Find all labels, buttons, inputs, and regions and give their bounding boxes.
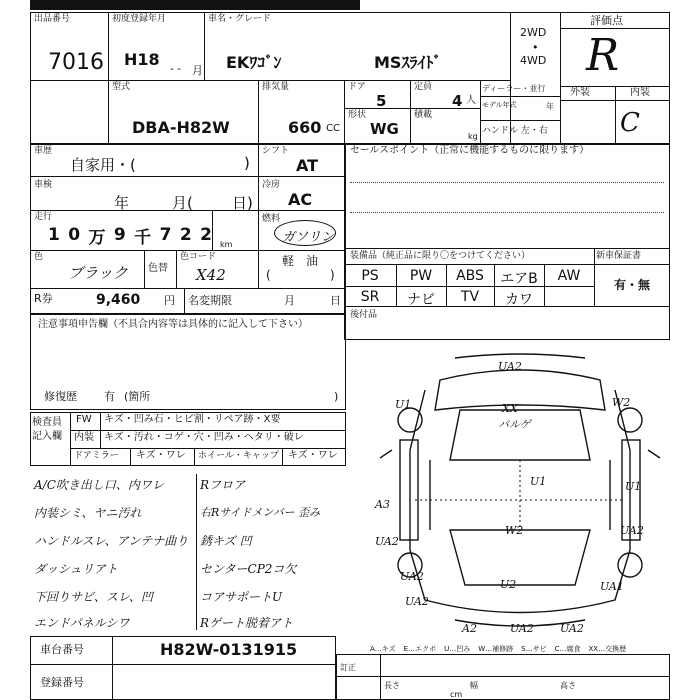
displacement-label: 排気量 (262, 82, 290, 92)
damage-mark: UA1 (600, 580, 624, 593)
damage-mark: W2 (505, 524, 524, 537)
damage-mark: W2 (612, 396, 631, 409)
shape-value: WG (370, 120, 399, 138)
equip-tv: TV (460, 289, 480, 305)
usage-close: ) (244, 154, 250, 172)
damage-mark: U2 (500, 578, 517, 591)
top-block (30, 12, 670, 144)
model-grade: MSｽﾗｲﾄﾞ (374, 53, 442, 72)
legend-item: U…凹み (444, 645, 471, 653)
equip-ps: PS (361, 268, 379, 284)
handwritten-note: A/C吹き出し口、内ワレ (34, 478, 164, 492)
length-label: 長さ (384, 681, 400, 690)
inspector-interior: 内装 (74, 432, 94, 443)
equip-aw: AW (557, 268, 581, 284)
mileage-digit: 千 (134, 227, 152, 248)
damage-mark: UA2 (620, 524, 644, 537)
inspector-mirror: ドアミラー (74, 451, 119, 461)
damage-mark: UA2 (510, 622, 534, 635)
damage-mark: XX (502, 402, 518, 415)
color-code-label: 色コード (180, 252, 217, 262)
recycle-value: 9,460 (96, 292, 141, 308)
fuel-value: ガソリン (282, 230, 335, 245)
handwritten-note: ダッシュリアト (34, 562, 118, 576)
damage-mark: U1 (530, 475, 547, 488)
damage-mark: UA2 (375, 535, 399, 548)
damage-mark: UA2 (405, 595, 429, 608)
damage-mark: U1 (395, 398, 412, 411)
fuel-option: 軽 油 (282, 254, 319, 268)
displacement-value: 660 (288, 118, 322, 137)
inspector-fw-items: キズ・凹み石・ヒビ割・リペア跡・X要 (104, 414, 281, 425)
drive-4wd: 4WD (520, 54, 547, 67)
new-warranty-label: 新車保証書 (596, 251, 642, 261)
fuel-paren-open: ( (266, 268, 271, 282)
chassis-value: H82W-0131915 (160, 640, 298, 659)
equip-abs: ABS (456, 268, 484, 284)
new-warranty-value: 有・無 (613, 278, 650, 292)
inspection-label: 車検 (34, 180, 53, 190)
damage-legend (370, 644, 670, 654)
name-change-day: 日 (330, 294, 341, 307)
rating-value: R (586, 30, 620, 81)
inspection-month: 月( (172, 194, 193, 212)
repair-close: ) (334, 390, 339, 403)
load-unit: kg (468, 132, 478, 141)
type-code-value: DBA-H82W (132, 118, 230, 137)
registration-label: 登録番号 (40, 676, 84, 689)
color-value: ブラック (68, 264, 128, 282)
first-reg-month-suffix: 月 (192, 64, 203, 77)
mileage-digit: 0 (68, 225, 81, 245)
equip-pw: PW (409, 268, 433, 284)
mileage-digit: 2 (179, 225, 192, 245)
lot-label: 出品番号 (34, 14, 71, 24)
capacity-value: 4 (452, 92, 463, 110)
model-year-unit: 年 (546, 102, 554, 111)
lot-value: 7016 (48, 50, 104, 75)
aftermarket-label: 後付品 (350, 310, 378, 320)
load-label: 積載 (414, 110, 433, 120)
rating-int-value: C (620, 108, 640, 138)
type-code-label: 型式 (112, 82, 131, 92)
rating-label: 評価点 (590, 14, 623, 27)
damage-mark: UA2 (560, 622, 584, 635)
repair-label: 修復歴 (44, 390, 77, 403)
doors-value: 5 (376, 92, 387, 110)
width-label: 幅 (470, 681, 478, 690)
handwritten-note: Rフロア (200, 478, 246, 492)
fuel-paren-close: ) (330, 268, 335, 282)
mileage-unit: km (220, 240, 233, 249)
rating-int-label: 内装 (630, 87, 650, 98)
model-name: EKﾜｺﾞﾝ (226, 53, 282, 72)
cm-unit: cm (450, 690, 463, 699)
handwritten-note: センターCP2コ欠 (200, 562, 297, 576)
inspector-mirror-items: キズ・ワレ (136, 450, 186, 461)
handwritten-note: 右Rサイドメンバー 歪み (200, 506, 321, 519)
damage-mark: パルゲ (498, 418, 531, 431)
color-code-value: X42 (196, 266, 226, 284)
usage-label: 車歴 (34, 146, 53, 156)
recycle-unit: 円 (164, 294, 175, 307)
capacity-unit: 人 (466, 95, 476, 106)
mileage-digit: 万 (88, 227, 106, 248)
model-year-label: モデル年式 (482, 101, 517, 109)
legend-item: XX…交換歴 (588, 645, 627, 653)
legend-item: C…腐食 (554, 645, 581, 653)
capacity-label: 定員 (414, 82, 433, 92)
ac-value: AC (288, 190, 313, 209)
fuel-label: 燃料 (262, 214, 281, 224)
dealer-label: ディーラー・並行 (482, 84, 546, 93)
inspection-year: 年 (114, 194, 130, 212)
first-reg-month-hand: - - (170, 62, 181, 75)
name-change-label: 名変期限 (188, 294, 232, 307)
chassis-label: 車台番号 (40, 643, 84, 656)
repair-paren: (箇所 (124, 390, 151, 403)
drive-2wd: 2WD (520, 26, 547, 39)
handwritten-note: コアサポートU (200, 590, 283, 604)
notes-label: 注意事項申告欄（不具合内容等は具体的に記入して下さい） (38, 319, 308, 330)
ac-label: 冷房 (262, 180, 281, 190)
repair-value: 有 (104, 390, 115, 403)
sales-point-label: セールスポイント（正常に機能するものに限ります） (350, 145, 590, 156)
correction-label: 訂正 (340, 663, 356, 672)
damage-mark: A3 (375, 498, 390, 511)
mileage-label: 走行 (34, 212, 53, 222)
mileage-digit: 1 (48, 225, 60, 245)
inspector-label-2: 記入欄 (32, 431, 62, 442)
mileage-digit: 9 (113, 225, 126, 245)
color-change-label: 色替 (148, 263, 168, 274)
damage-mark: A2 (462, 622, 477, 635)
usage-value: 自家用・( (70, 156, 136, 174)
equip-navi: ナビ (407, 292, 435, 308)
first-reg-label: 初度登録年月 (112, 14, 167, 24)
damage-mark: UA2 (498, 360, 522, 373)
correction-block (336, 654, 670, 700)
fuel-circle (274, 220, 336, 246)
name-change-month: 月 (284, 294, 295, 307)
inspector-wheel-items: キズ・ワレ (288, 450, 338, 461)
model-name-label: 車名・グレード (208, 14, 272, 24)
damage-mark: UA2 (400, 570, 424, 583)
legend-item: S…サビ (521, 645, 547, 653)
inspector-label-1: 検査員 (32, 417, 62, 428)
mileage-digit: 7 (159, 225, 172, 245)
car-damage-diagram (370, 350, 670, 640)
inspector-wheel: ホイール・キャップ (198, 451, 279, 461)
equip-sr: SR (360, 289, 380, 305)
rating-ext-label: 外装 (570, 87, 590, 98)
shift-label: シフト (262, 146, 290, 156)
first-reg-value: H18 (124, 50, 160, 69)
handwritten-note: 下回りサビ、スレ、凹 (34, 590, 153, 604)
handwritten-note: Rゲート脱着アト (200, 616, 294, 630)
inspection-day: 日) (232, 194, 253, 212)
drive-dot: • (532, 41, 539, 54)
sales-block (344, 144, 670, 340)
shift-value: AT (296, 156, 319, 175)
handle-label: ハンドル 左・右 (482, 126, 548, 136)
doors-label: ドア (348, 82, 366, 92)
color-label: 色 (34, 252, 44, 262)
handwritten-note: エンドパネルシワ (34, 616, 130, 630)
inspector-interior-items: キズ・汚れ・コゲ・穴・凹み・ヘタリ・破レ (104, 432, 304, 443)
handwritten-note: 銹キズ 凹 (200, 534, 252, 548)
handwritten-note: ハンドルスレ、アンテナ曲り (34, 534, 189, 548)
header-banner (30, 0, 360, 10)
mileage-digit: 2 (200, 225, 212, 245)
legend-item: W…補修跡 (478, 645, 514, 653)
damage-mark: U1 (625, 480, 642, 493)
equipment-label: 装備品（純正品に限り〇をつけてください） (350, 251, 531, 261)
shape-label: 形状 (348, 110, 367, 120)
equip-airbag: エアB (500, 271, 538, 287)
legend-item: A…キズ (370, 645, 396, 653)
equip-leather: カワ (505, 292, 533, 308)
inspector-fw: FW (76, 414, 92, 425)
handwritten-note: 内装シミ、ヤニ汚れ (34, 506, 142, 520)
legend-item: E…エクボ (403, 645, 437, 653)
mileage-digits (48, 222, 212, 248)
recycle-label: R券 (34, 292, 53, 305)
height-label: 高さ (560, 681, 576, 690)
displacement-unit: CC (326, 123, 340, 134)
